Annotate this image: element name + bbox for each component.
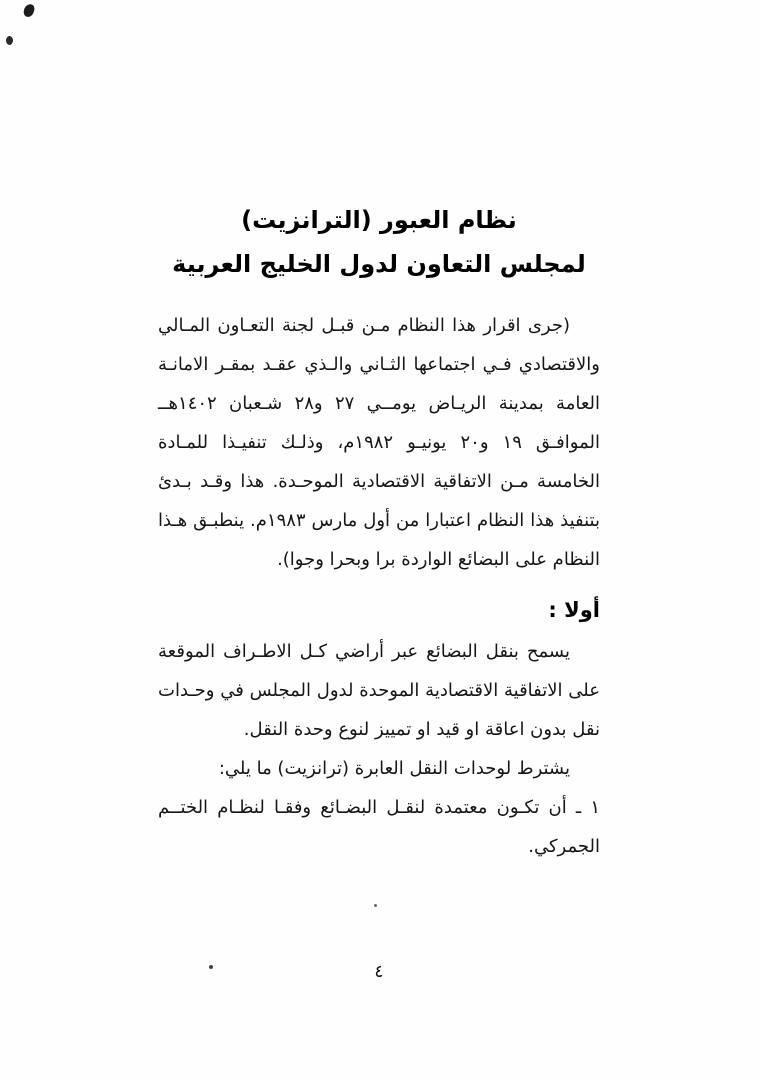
text-line: الخامسة مـن الاتفاقية الاقتصادية الموحـدة. هذا وقـد بـدئ: [158, 471, 600, 492]
document-title: [158, 198, 600, 286]
page-number: ٤: [374, 962, 384, 982]
title-line-1: نظام العبور (الترانزيت): [241, 206, 517, 234]
section-heading: أولا :: [548, 598, 600, 622]
text-line: على الاتفاقية الاقتصادية الموحدة لدول المجلس في وحـدات: [158, 680, 600, 701]
page-content: [158, 198, 600, 866]
text-line: يسمح بنقل البضائع عبر أراضي كـل الاطـراف الموقعة: [158, 641, 570, 662]
scan-artifact: [23, 3, 36, 18]
text-line: (جرى اقرار هذا النظام مـن قبـل لجنة التعـاون المـالي: [158, 315, 570, 336]
text-line: ١ ـ أن تكـون معتمدة لنقـل البضـائع وفقـا لنظـام الختــم: [158, 797, 600, 818]
text-line: والاقتصادي فـي اجتماعها الثـاني والـذي عقـد بمقـر الامانـة: [158, 354, 600, 375]
text-line: النظام على البضائع الواردة برا وبحرا وجوا).: [277, 549, 600, 570]
title-line-2: لمجلس التعاون لدول الخليج العربية: [172, 250, 586, 278]
text-line: يشترط لوحدات النقل العابرة (ترانزيت) ما يلي:: [218, 758, 570, 779]
scan-artifact: [374, 904, 377, 907]
text-line: الموافـق ١٩ و٢٠ يونيـو ١٩٨٢م، وذلـك تنفيـذا للمـادة: [158, 432, 600, 453]
body-paragraph: [158, 632, 600, 866]
scan-artifact: [6, 36, 13, 45]
text-line: نقل بدون اعاقة او قيد او تمييز لنوع وحدة النقل.: [243, 719, 600, 740]
text-line: الجمركي.: [528, 836, 600, 857]
text-line: بتنفيذ هذا النظام اعتبارا من أول مارس ١٩٨٣م. ينطبـق هـذا: [158, 510, 600, 531]
intro-paragraph: [158, 306, 600, 579]
text-line: العامة بمدينة الريـاض يومــي ٢٧ و٢٨ شـعبان ١٤٠٢هــ: [158, 393, 600, 414]
